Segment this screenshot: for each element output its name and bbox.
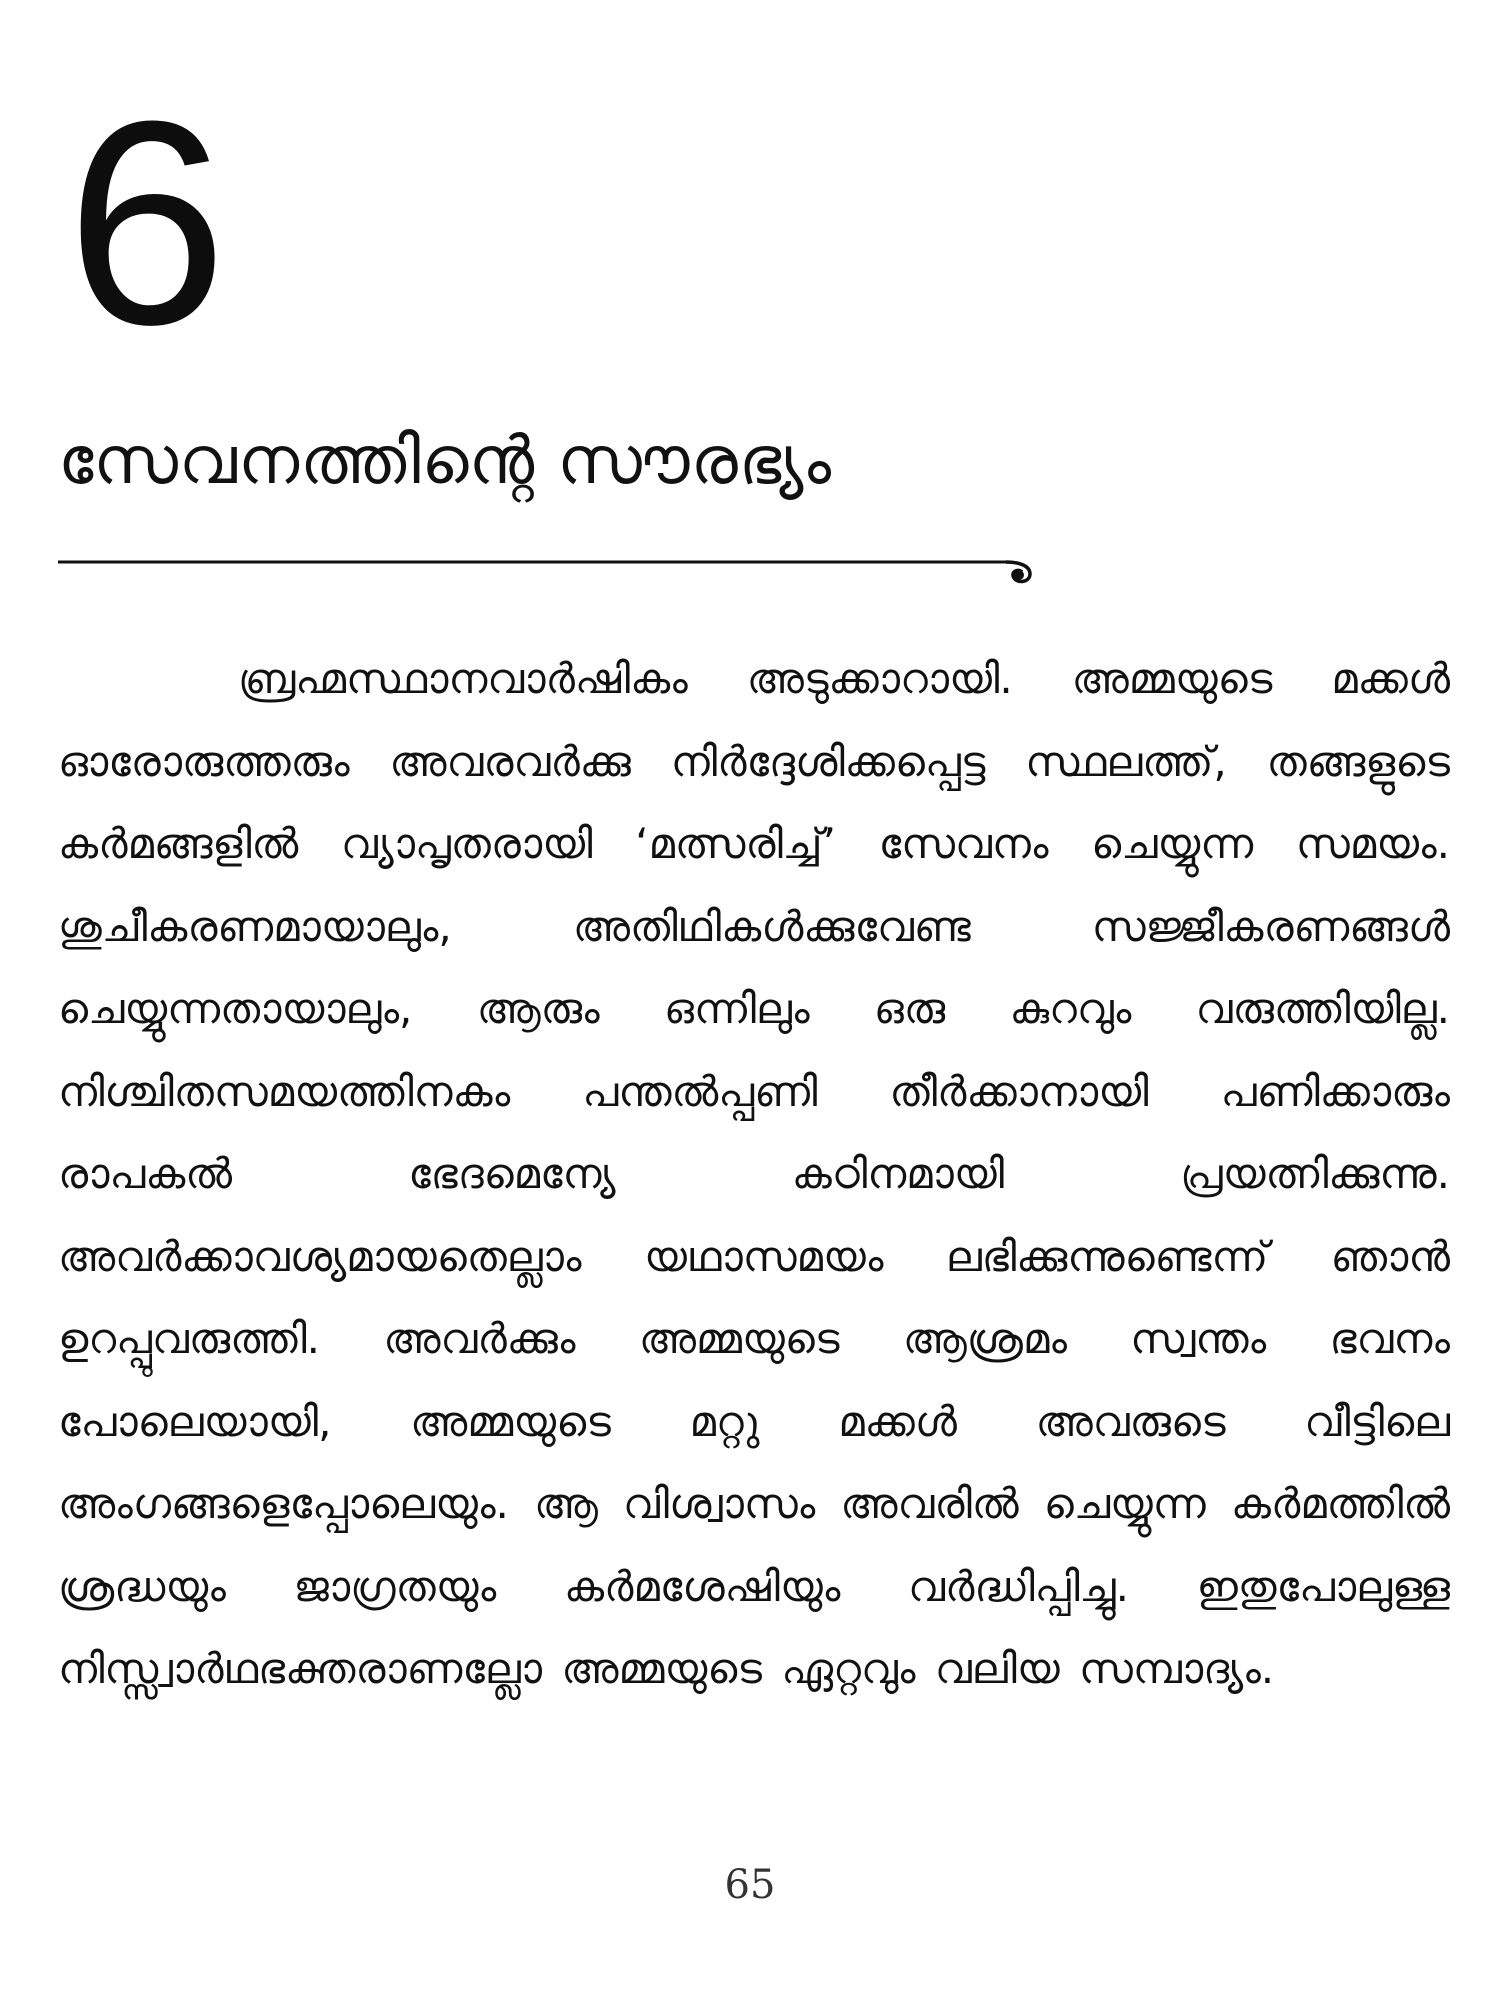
chapter-number: 6 <box>66 61 228 385</box>
title-divider <box>58 548 1058 588</box>
divider-dot <box>1014 570 1024 580</box>
body-paragraph: ബ്രഹ്മസ്ഥാനവാർഷികം അടുക്കാറായി. അമ്മയുടെ മക്കൾ ഓരോരുത്തരും അവരവർക്കു നിർദ്ദേശിക്കപ്പെട്ട സ്ഥലത്ത്, തങ്ങളുടെ കർമങ്ങളിൽ വ്യാപൃതരായി ‘മത്സരിച്ച്’ സേവനം ചെയ്യുന്ന സമയം. ശുചീകരണമായാലും, അതിഥികൾക്കുവേണ്ട സജ്ജീകരണങ്ങൾ ചെയ്യുന്നതായാലും, ആരും ഒന്നിലും ഒരു കുറവും വരുത്തിയില്ല. നിശ്ചിതസമയത്തിനകം പന്തൽപ്പണി തീർക്കാനായി പണിക്കാരും രാപകൽ ഭേദമെന്യേ കഠിനമായി പ്രയത്നിക്കുന്നു. അവർക്കാവശ്യമായതെല്ലാം യഥാസമയം ലഭിക്കുന്നുണ്ടെന്ന് ഞാൻ ഉറപ്പുവരുത്തി. അവർക്കും അമ്മയുടെ ആശ്രമം സ്വന്തം ഭവനം പോലെയായി, അമ്മയുടെ മറ്റു മക്കൾ അവരുടെ വീട്ടിലെ അംഗങ്ങളെപ്പോലെയും. ആ വിശ്വാസം അവരിൽ ചെയ്യുന്ന കർമത്തിൽ ശ്രദ്ധയും ജാഗ്രതയും കർമശേഷിയും വർദ്ധിപ്പിച്ചു. ഇതുപോലുള്ള നിസ്സ്വാർഥഭക്തരാണല്ലോ അമ്മയുടെ ഏറ്റവും വലിയ സമ്പാദ്യം. <box>58 654 1450 1693</box>
chapter-title: സേവനത്തിന്റെ സൗരഭ്യം <box>58 422 833 499</box>
page-number: 65 <box>724 1862 776 1908</box>
